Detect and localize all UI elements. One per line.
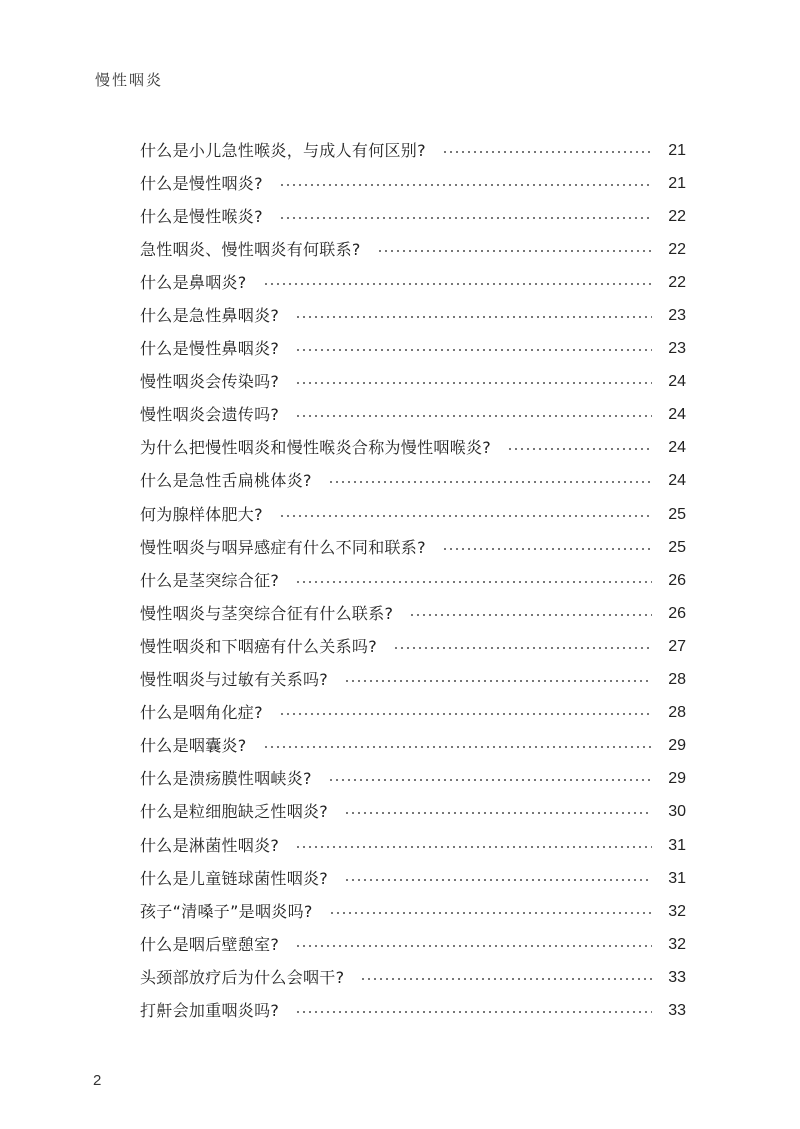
- toc-entry: [140, 233, 686, 266]
- toc-entry: [140, 664, 686, 697]
- dot-leader: [442, 151, 652, 153]
- toc-entry: [140, 928, 686, 961]
- toc-entry: [140, 366, 686, 399]
- toc-entry-page: 31: [668, 869, 686, 887]
- toc-entry-title: 孩子“清嗓子”是咽炎吗?: [140, 901, 313, 921]
- toc-entry: [140, 167, 686, 200]
- toc-entry: [140, 200, 686, 233]
- toc-entry-page: 23: [668, 307, 686, 325]
- toc-entry-page: 26: [668, 604, 686, 622]
- toc-entry: [140, 730, 686, 763]
- toc-entry: [140, 266, 686, 299]
- dot-leader: [377, 250, 652, 252]
- dot-leader: [344, 680, 652, 682]
- dot-leader: [295, 945, 652, 947]
- toc-entry: [140, 564, 686, 597]
- toc-entry: [140, 134, 686, 167]
- toc-entry-title: 慢性咽炎与茎突综合征有什么联系?: [140, 603, 394, 623]
- toc-entry-page: 25: [668, 505, 686, 523]
- toc-entry: [140, 531, 686, 564]
- toc-entry-page: 28: [668, 671, 686, 689]
- dot-leader: [344, 879, 652, 881]
- dot-leader: [263, 746, 652, 748]
- toc-entry-title: 什么是急性鼻咽炎?: [140, 306, 280, 326]
- toc-entry-title: 什么是淋菌性咽炎?: [140, 835, 280, 855]
- dot-leader: [393, 647, 652, 649]
- toc-entry-page: 30: [668, 803, 686, 821]
- dot-leader: [295, 349, 652, 351]
- toc-entry: [140, 895, 686, 928]
- toc-entry-title: 头颈部放疗后为什么会咽干?: [140, 967, 345, 987]
- dot-leader: [279, 217, 652, 219]
- running-header: 慢性咽炎: [95, 71, 164, 89]
- dot-leader: [263, 283, 652, 285]
- toc-entry-title: 什么是咽囊炎?: [140, 736, 247, 756]
- dot-leader: [295, 316, 652, 318]
- toc-entry-page: 23: [668, 340, 686, 358]
- toc-entry-page: 21: [668, 141, 686, 159]
- dot-leader: [279, 184, 652, 186]
- dot-leader: [328, 779, 652, 781]
- toc-entry-page: 33: [668, 1001, 686, 1019]
- dot-leader: [344, 812, 652, 814]
- toc-entry-page: 28: [668, 704, 686, 722]
- dot-leader: [295, 415, 652, 417]
- dot-leader: [409, 614, 652, 616]
- toc-entry: [140, 994, 686, 1027]
- toc-entry-page: 21: [668, 174, 686, 192]
- toc-entry-page: 22: [668, 273, 686, 291]
- dot-leader: [295, 846, 652, 848]
- toc-entry-page: 32: [668, 935, 686, 953]
- toc-entry: [140, 961, 686, 994]
- toc-entry: [140, 829, 686, 862]
- toc-entry-page: 22: [668, 240, 686, 258]
- toc-entry-page: 29: [668, 737, 686, 755]
- toc-entry-title: 什么是鼻咽炎?: [140, 272, 247, 292]
- toc-entry: [140, 763, 686, 796]
- dot-leader: [360, 978, 652, 980]
- toc-entry: [140, 333, 686, 366]
- dot-leader: [279, 713, 652, 715]
- toc-entry-page: 24: [668, 439, 686, 457]
- toc-entry: [140, 796, 686, 829]
- toc-entry-title: 什么是茎突综合征?: [140, 570, 280, 590]
- toc-entry-title: 什么是儿童链球菌性咽炎?: [140, 868, 329, 888]
- toc-entry-title: 什么是粒细胞缺乏性咽炎?: [140, 802, 329, 822]
- toc-entry-page: 33: [668, 968, 686, 986]
- toc-entry-title: 什么是急性舌扁桃体炎?: [140, 471, 312, 491]
- toc-entry-title: 慢性咽炎会传染吗?: [140, 372, 280, 392]
- dot-leader: [328, 481, 652, 483]
- toc-entry: [140, 299, 686, 332]
- toc-entry-title: 什么是咽后壁憩室?: [140, 934, 280, 954]
- toc-entry-title: 什么是慢性鼻咽炎?: [140, 339, 280, 359]
- toc-entry: [140, 862, 686, 895]
- toc-entry-title: 打鼾会加重咽炎吗?: [140, 1000, 280, 1020]
- toc-entry: [140, 399, 686, 432]
- toc-entry-page: 27: [668, 637, 686, 655]
- toc-entry-page: 29: [668, 770, 686, 788]
- toc-entry-page: 26: [668, 571, 686, 589]
- toc-entry-page: 22: [668, 207, 686, 225]
- toc-entry-title: 慢性咽炎与咽异感症有什么不同和联系?: [140, 537, 426, 557]
- toc-entry-title: 慢性咽炎与过敏有关系吗?: [140, 670, 329, 690]
- toc-entry-title: 慢性咽炎和下咽癌有什么关系吗?: [140, 636, 377, 656]
- toc-entry-title: 什么是溃疡膜性咽峡炎?: [140, 769, 312, 789]
- toc-entry-page: 24: [668, 406, 686, 424]
- dot-leader: [329, 912, 652, 914]
- toc-entry-title: 慢性咽炎会遗传吗?: [140, 405, 280, 425]
- toc-entry-title: 何为腺样体肥大?: [140, 504, 263, 524]
- table-of-contents: [140, 134, 686, 1028]
- toc-entry-page: 24: [668, 373, 686, 391]
- toc-entry: [140, 697, 686, 730]
- dot-leader: [295, 1011, 652, 1013]
- dot-leader: [279, 515, 652, 517]
- toc-entry-title: 为什么把慢性咽炎和慢性喉炎合称为慢性咽喉炎?: [140, 438, 492, 458]
- toc-entry-title: 什么是咽角化症?: [140, 703, 263, 723]
- toc-entry-title: 什么是慢性咽炎?: [140, 173, 263, 193]
- dot-leader: [442, 548, 652, 550]
- toc-entry-title: 什么是慢性喉炎?: [140, 206, 263, 226]
- toc-entry: [140, 432, 686, 465]
- toc-entry-title: 急性咽炎、慢性咽炎有何联系?: [140, 239, 361, 259]
- toc-entry: [140, 465, 686, 498]
- page-number: 2: [93, 1072, 102, 1089]
- toc-entry: [140, 597, 686, 630]
- toc-entry-page: 24: [668, 472, 686, 490]
- toc-entry-title: 什么是小儿急性喉炎，与成人有何区别?: [140, 140, 426, 160]
- toc-entry: [140, 498, 686, 531]
- toc-entry-page: 31: [668, 836, 686, 854]
- toc-entry-page: 32: [668, 902, 686, 920]
- toc-entry: [140, 630, 686, 663]
- dot-leader: [295, 382, 652, 384]
- dot-leader: [295, 581, 652, 583]
- dot-leader: [507, 448, 652, 450]
- toc-entry-page: 25: [668, 538, 686, 556]
